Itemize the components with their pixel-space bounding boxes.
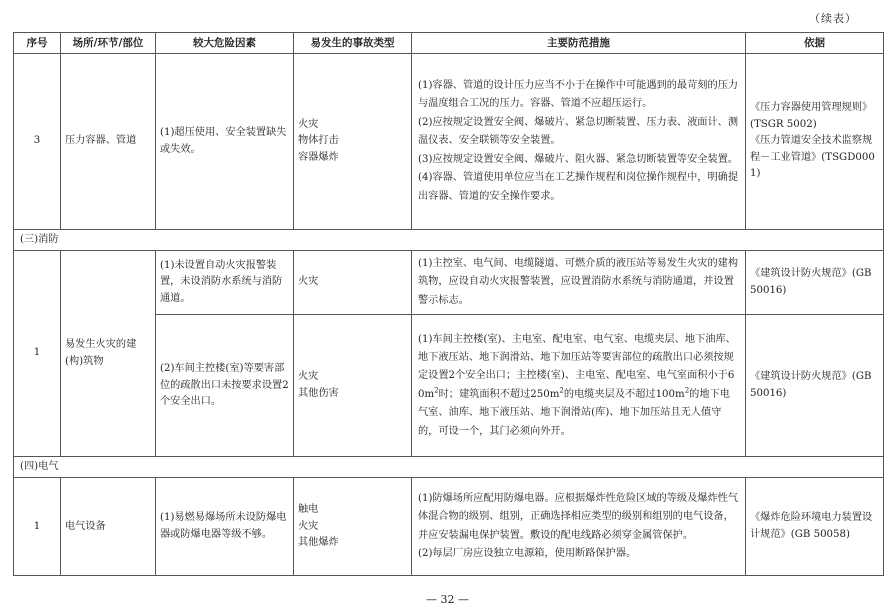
row-place: 易发生火灾的建(构)筑物 [61, 251, 156, 457]
row-measures: (1)容器、管道的设计压力应当不小于在操作中可能遇到的最苛刻的压力与温度组合工况的压力。容器、管道不应超压运行。 (2)应按规定设置安全阀、爆破片、紧急切断装置、压力表、液面计、测温仪表、安全联锁等安全装置。 (3)应按规定设置安全阀、爆破片、阻火器、紧急切断装置等安全装置。 (4)容器、管道使用单位应当在工艺操作规程和岗位操作规程中，明确提出容器、管道的安全操作要求。 [412, 54, 746, 230]
row-measures: (1)防爆场所应配用防爆电器。应根据爆炸性危险区域的等级及爆炸性气体混合物的级别、组别，正确选择相应类型的级别和组别的电气设备，并应安装漏电保护装置。敷设的配电线路必须穿金属管保护。 (2)每层厂房应设独立电源箱，使用断路保护器。 [412, 478, 746, 576]
safety-table [13, 32, 884, 576]
section-row [14, 230, 884, 251]
page-number: — 32 — [426, 593, 469, 606]
header-risk: 较大危险因素 [156, 33, 294, 54]
header-basis: 依据 [746, 33, 884, 54]
row-no: 1 [14, 478, 61, 576]
row-no: 1 [14, 251, 61, 457]
row-risk: (1)超压使用、安全装置缺失或失效。 [156, 54, 294, 230]
row-risk: (1)易燃易爆场所未设防爆电器或防爆电器等级不够。 [156, 478, 294, 576]
table-row [14, 478, 884, 576]
row-place: 电气设备 [61, 478, 156, 576]
row-basis: 《建筑设计防火规范》(GB 50016) [746, 251, 884, 315]
section-electrical: (四)电气 [14, 457, 884, 478]
section-row [14, 457, 884, 478]
row-risk: (1)未设置自动火灾报警装置，未设消防水系统与消防通道。 [156, 251, 294, 315]
table-row [14, 54, 884, 230]
row-measures: (1)主控室、电气间、电缆隧道、可燃介质的液压站等易发生火灾的建构筑物，应设自动火灾报警装置，应设置消防水系统与消防通道，并设置警示标志。 [412, 251, 746, 315]
header-measures: 主要防范措施 [412, 33, 746, 54]
table-row [14, 251, 884, 315]
header-place: 场所/环节/部位 [61, 33, 156, 54]
section-fire: (三)消防 [14, 230, 884, 251]
row-accidents: 火灾 其他伤害 [294, 315, 412, 457]
continued-label: （续表） [809, 12, 857, 25]
header-row [14, 33, 884, 54]
row-no: 3 [14, 54, 61, 230]
row-basis: 《压力容器使用管理规则》(TSGR 5002) 《压力管道安全技术监察规程－工业管道》(TSGD0001) [746, 54, 884, 230]
row-place: 压力容器、管道 [61, 54, 156, 230]
row-accidents: 触电 火灾 其他爆炸 [294, 478, 412, 576]
row-accidents: 火灾 [294, 251, 412, 315]
row-risk: (2)车间主控楼(室)等要害部位的疏散出口未按要求设置2个安全出口。 [156, 315, 294, 457]
row-basis: 《建筑设计防火规范》(GB 50016) [746, 315, 884, 457]
header-accident: 易发生的事故类型 [294, 33, 412, 54]
row-basis: 《爆炸危险环境电力装置设计规范》(GB 50058) [746, 478, 884, 576]
header-no: 序号 [14, 33, 61, 54]
row-measures: (1)车间主控楼(室)、主电室、配电室、电气室、电缆夹层、地下油库、地下液压站、地下润滑站、地下加压站等要害部位的疏散出口必须按规定设置2个安全出口；主控楼(室)、主电室、配电室、电气室面积小于$60m^2$时；建筑面积不超过$250m^2$的电缆夹层及不超过$100m^2$的地下电气室、油库、地下液压站、地下润滑站(库)、地下加压站且无人值守的，可设一个，其门必须向外开。 [412, 315, 746, 457]
row-accidents: 火灾 物体打击 容器爆炸 [294, 54, 412, 230]
